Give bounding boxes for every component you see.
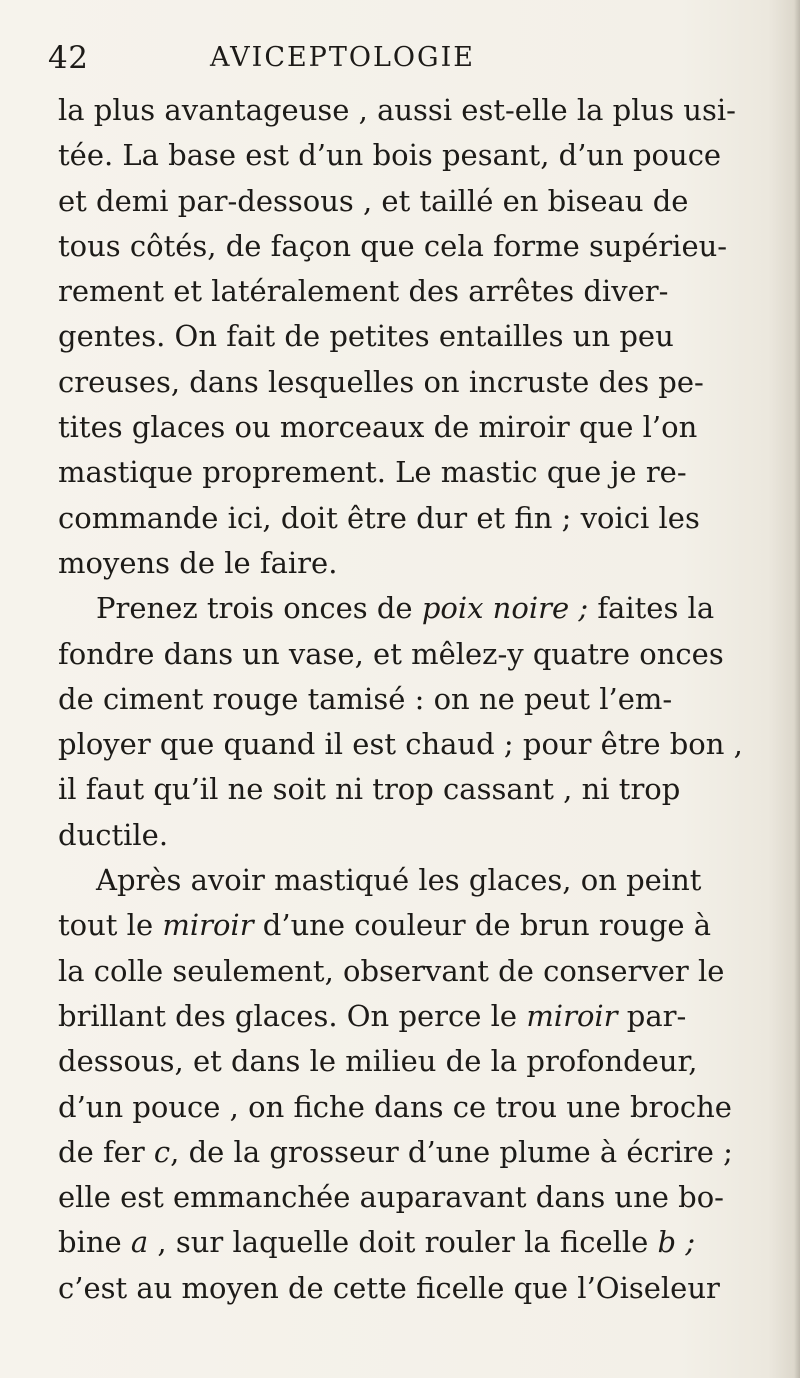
line-text: et demi par-dessous , et taillé en biseau de xyxy=(58,183,689,218)
text-line xyxy=(58,88,788,133)
line-text: la plus avantageuse , aussi est-elle la plus usi- xyxy=(58,93,736,127)
line-text: mastique proprement. Le mastic que je re- xyxy=(58,455,687,490)
line-text: faites la xyxy=(588,591,715,626)
line-text: tée. La base est d’un bois pesant, d’un pouce xyxy=(58,138,722,173)
text-line xyxy=(58,677,788,722)
text-line xyxy=(58,541,788,586)
line-text: rement et latéralement des arrêtes diver- xyxy=(58,274,669,309)
text-line xyxy=(58,586,788,631)
line-text: la colle seulement, observant de conserver le xyxy=(58,953,725,988)
line-text: il faut qu’il ne soit ni trop cassant , ni trop xyxy=(58,772,681,807)
line-text: creuses, dans lesquelles on incruste des pe- xyxy=(58,364,704,399)
page-number: 42 xyxy=(48,40,89,76)
text-line xyxy=(58,224,788,269)
text-line xyxy=(58,179,788,224)
text-line xyxy=(58,632,788,677)
text-line xyxy=(58,994,788,1039)
italic-text: miroir xyxy=(162,908,254,943)
text-line xyxy=(58,1266,788,1311)
line-text: dessous, et dans le milieu de la profondeur, xyxy=(58,1044,698,1079)
line-text: de ciment rouge tamisé : on ne peut l’em- xyxy=(58,681,673,716)
line-text: c’est au moyen de cette ficelle que l’Oiseleur xyxy=(58,1270,720,1305)
text-line xyxy=(58,314,788,359)
line-text: d’une couleur de brun rouge à xyxy=(253,908,712,943)
body-text xyxy=(58,88,788,1311)
italic-text: miroir xyxy=(526,998,618,1033)
text-line xyxy=(58,903,788,948)
text-line xyxy=(58,722,788,767)
text-line xyxy=(58,360,788,405)
text-line xyxy=(58,1130,788,1175)
italic-text: a xyxy=(130,1225,149,1260)
line-text: elle est emmanchée auparavant dans une bo- xyxy=(58,1180,724,1215)
text-line xyxy=(58,450,788,495)
text-line xyxy=(58,767,788,812)
text-line xyxy=(58,858,788,903)
line-text: Prenez trois onces de xyxy=(96,591,422,626)
line-text: par- xyxy=(617,998,687,1033)
line-text: tout le xyxy=(58,908,163,943)
italic-text: c xyxy=(153,1134,171,1169)
text-line xyxy=(58,813,788,858)
text-line xyxy=(58,1085,788,1130)
line-text: ductile. xyxy=(58,817,169,852)
text-line xyxy=(58,405,788,450)
line-text: , de la grosseur d’une plume à écrire ; xyxy=(170,1134,733,1169)
text-line xyxy=(58,269,788,314)
text-line xyxy=(58,1175,788,1220)
line-text: Après avoir mastiqué les glaces, on peint xyxy=(96,863,702,898)
line-text: bine xyxy=(58,1225,131,1260)
line-text: fondre dans un vase, et mêlez-y quatre onces xyxy=(58,636,724,671)
line-text: tous côtés, de façon que cela forme supérieu- xyxy=(58,228,728,263)
line-text: gentes. On fait de petites entailles un peu xyxy=(58,319,674,354)
line-text: tites glaces ou morceaux de miroir que l’on xyxy=(58,410,698,445)
running-head xyxy=(48,38,740,78)
text-line xyxy=(58,1220,788,1265)
line-text: moyens de le faire. xyxy=(58,545,338,580)
line-text: commande ici, doit être dur et fin ; voici les xyxy=(58,500,700,535)
italic-text: b ; xyxy=(657,1225,696,1260)
text-line xyxy=(58,949,788,994)
page-edge-shadow xyxy=(794,0,800,1378)
text-line xyxy=(58,1039,788,1084)
text-line xyxy=(58,133,788,178)
text-line xyxy=(58,496,788,541)
line-text: ployer que quand il est chaud ; pour être bon , xyxy=(58,727,743,762)
line-text: de fer xyxy=(58,1134,154,1169)
italic-text: poix noire ; xyxy=(421,591,589,626)
line-text: brillant des glaces. On perce le xyxy=(58,998,527,1033)
line-text: d’un pouce , on fiche dans ce trou une broche xyxy=(58,1089,732,1124)
line-text: , sur laquelle doit rouler la ficelle xyxy=(148,1225,658,1260)
running-title: AVICEPTOLOGIE xyxy=(210,42,476,73)
